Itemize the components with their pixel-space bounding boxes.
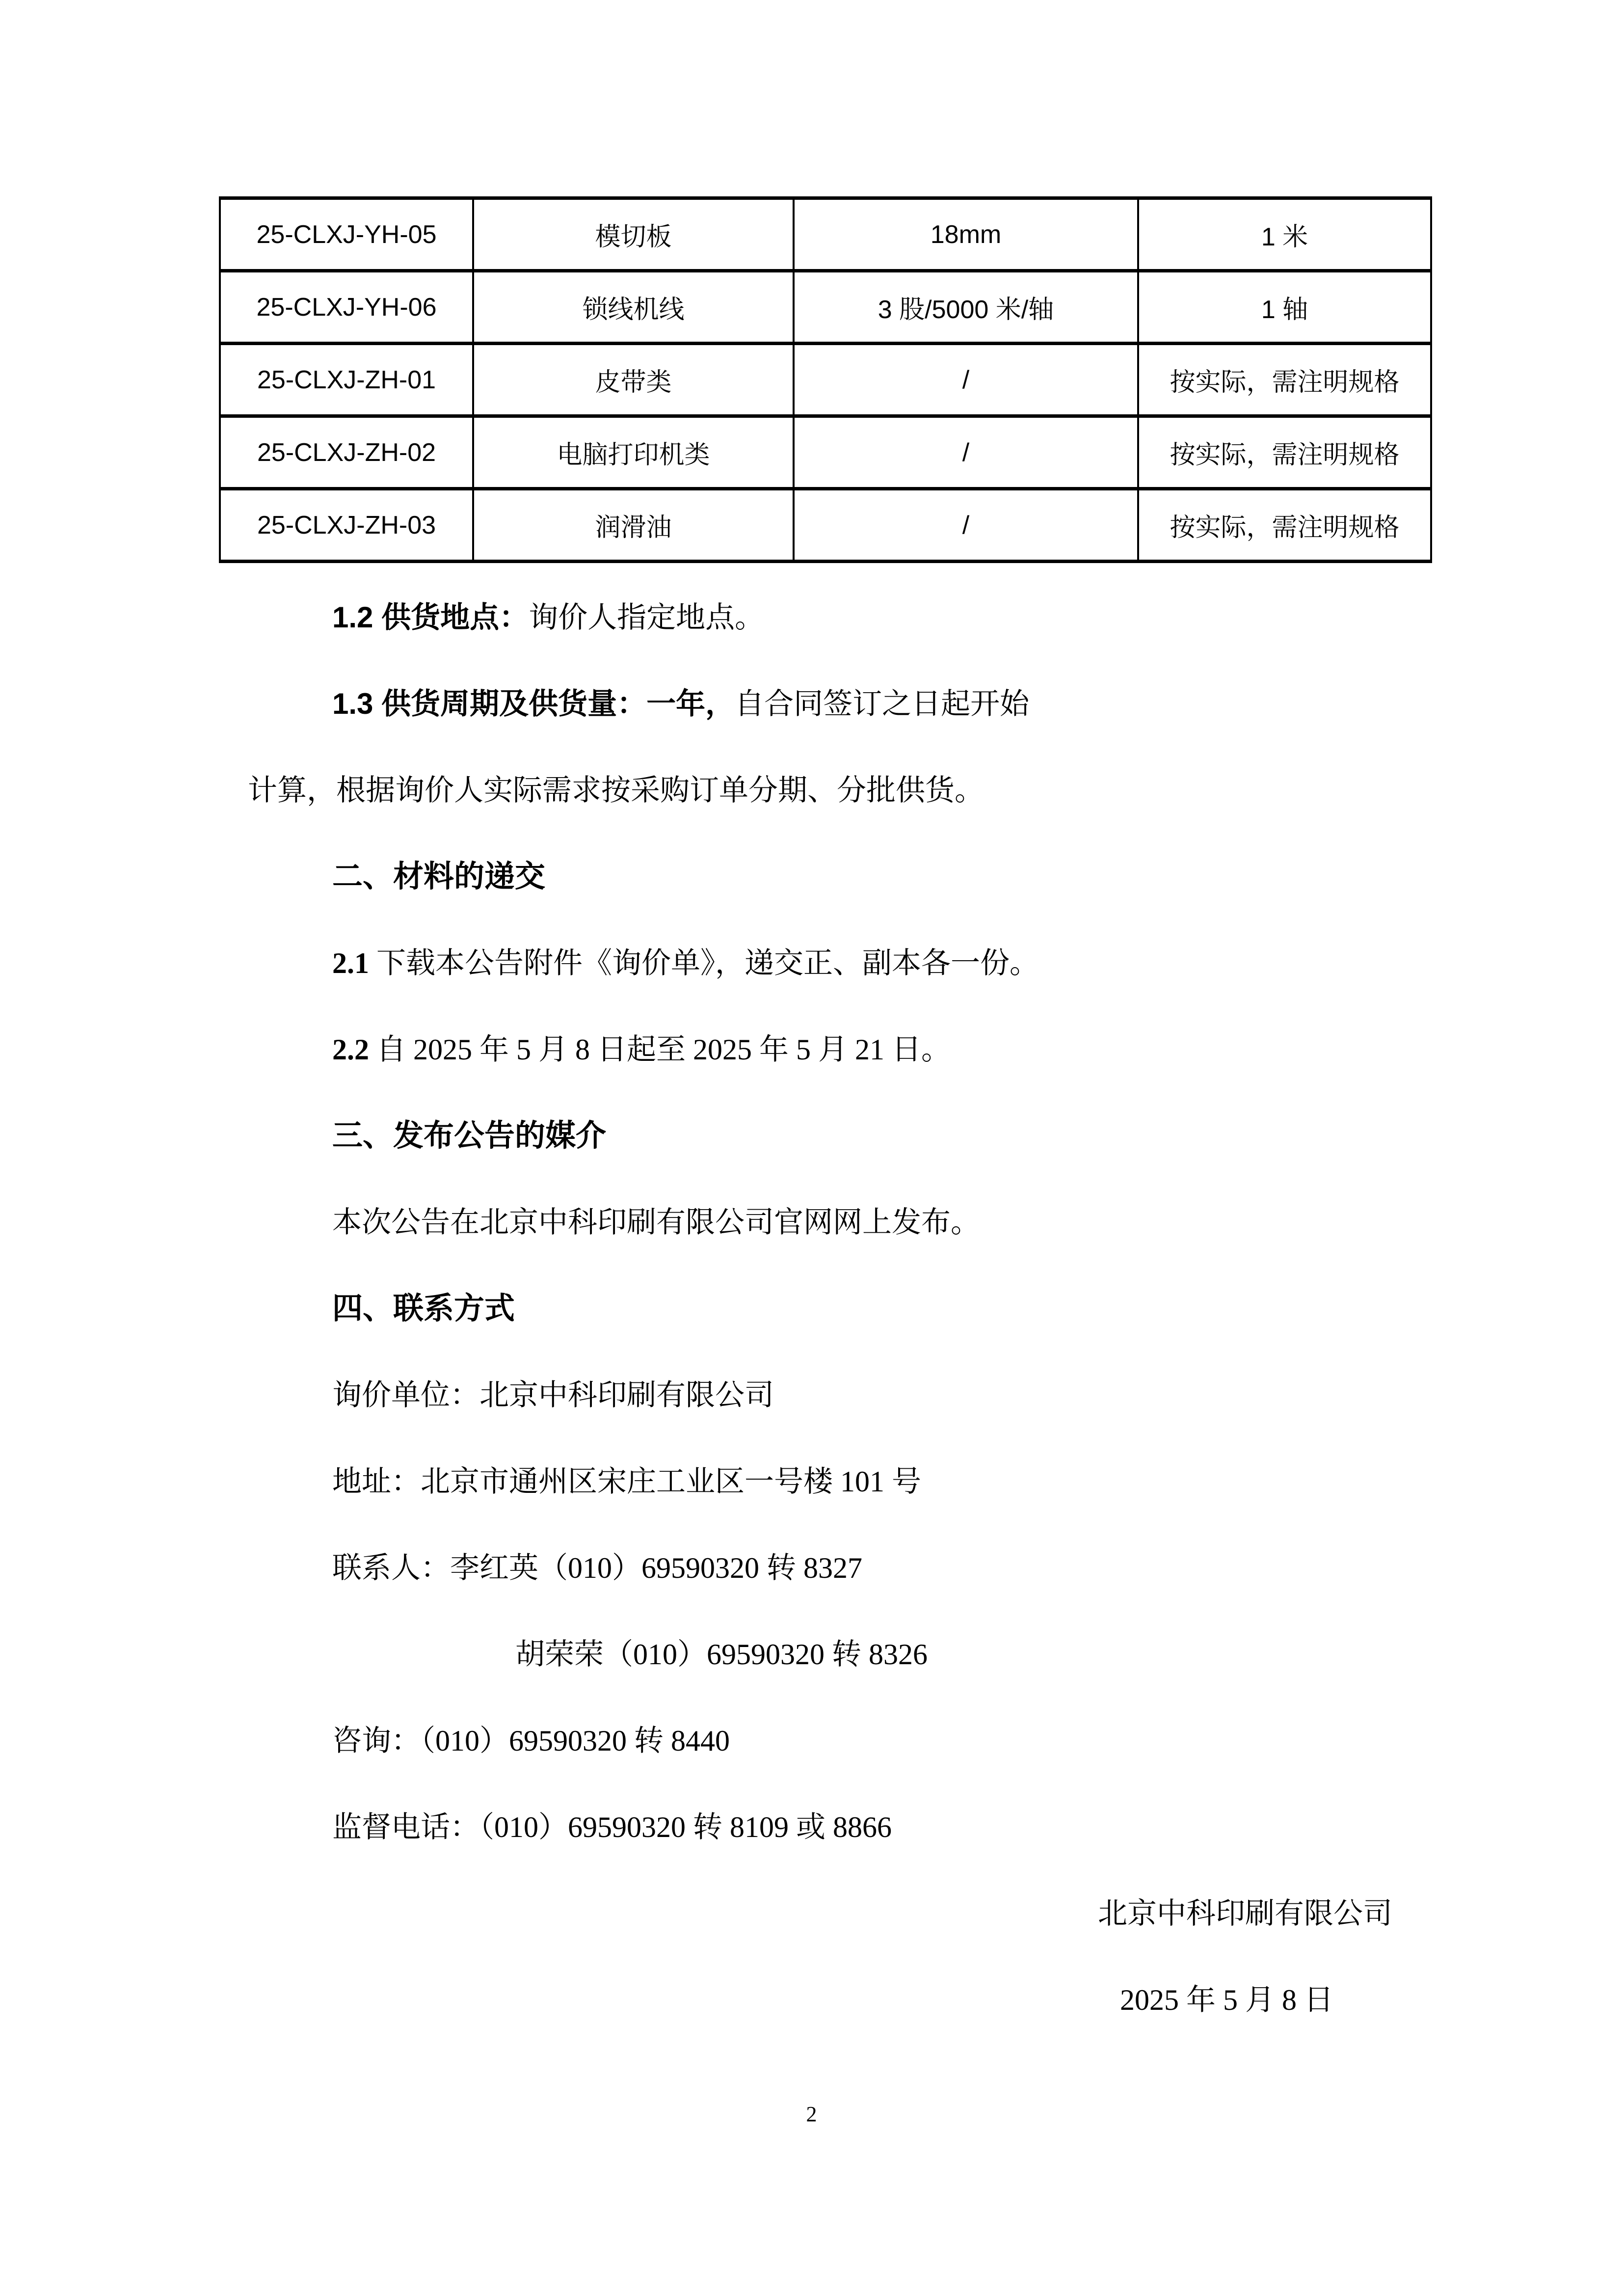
cell-item-spec: / [794,489,1138,562]
clause-2-2-text: 自 2025 年 5 月 8 日起至 2025 年 5 月 21 日。 [369,1033,951,1066]
clause-1-3 [248,661,1392,747]
table-row [220,198,1431,271]
cell-item-name: 润滑油 [473,489,794,562]
table-row [220,489,1431,562]
document-body [0,574,1623,2043]
clause-1-3-label: 1.3 供货周期及供货量：一年， [332,687,735,720]
cell-item-code: 25-CLXJ-YH-05 [220,198,473,271]
cell-item-code: 25-CLXJ-ZH-03 [220,489,473,562]
spec-table [219,196,1432,563]
contact-address: 地址：北京市通州区宋庄工业区一号楼 101 号 [332,1465,921,1498]
clause-2-1-text: 下载本公告附件《询价单》，递交正、副本各一份。 [369,947,1039,979]
cell-item-name: 皮带类 [473,344,794,416]
cell-item-unit: 1 轴 [1138,271,1431,344]
cell-item-spec: 18mm [794,198,1138,271]
signature-company: 北京中科印刷有限公司 [1098,1897,1392,1930]
cell-item-name: 电脑打印机类 [473,416,794,489]
cell-item-code: 25-CLXJ-YH-06 [220,271,473,344]
section-heading-4: 四、联系方式 [332,1292,515,1325]
cell-item-name: 锁线机线 [473,271,794,344]
clause-1-2-label: 1.2 供货地点： [332,601,529,634]
section-heading-2: 二、材料的递交 [332,860,546,893]
cell-item-unit: 按实际，需注明规格 [1138,489,1431,562]
cell-item-code: 25-CLXJ-ZH-01 [220,344,473,416]
cell-item-unit: 1 米 [1138,198,1431,271]
clause-2-2-number: 2.2 [332,1033,369,1066]
clause-1-3-text: 自合同签订之日起开始 [735,688,1030,720]
contact-unit: 询价单位：北京中科印刷有限公司 [332,1379,774,1411]
contact-person-2: 胡荣荣（010）69590320 转 8326 [515,1638,928,1671]
clause-2-1 [248,920,1392,1006]
cell-item-spec: 3 股/5000 米/轴 [794,271,1138,344]
clause-1-3-continued: 计算，根据询价人实际需求按采购订单分期、分批供货。 [248,774,984,807]
cell-item-spec: / [794,416,1138,489]
signature-date: 2025 年 5 月 8 日 [1120,1984,1333,2016]
contact-supervise: 监督电话：（010）69590320 转 8109 或 8866 [332,1811,892,1843]
contact-consult: 咨询：（010）69590320 转 8440 [332,1725,730,1757]
table-row [220,271,1431,344]
clause-2-1-number: 2.1 [332,947,369,979]
clause-2-2 [248,1006,1392,1093]
page-number: 2 [806,2102,817,2126]
cell-item-spec: / [794,344,1138,416]
clause-1-2-text: 询价人指定地点。 [529,601,765,634]
publication-media-text: 本次公告在北京中科印刷有限公司官网网上发布。 [332,1206,980,1239]
section-heading-3: 三、发布公告的媒介 [332,1119,607,1153]
clause-1-2 [248,574,1392,661]
cell-item-code: 25-CLXJ-ZH-02 [220,416,473,489]
cell-item-name: 模切板 [473,198,794,271]
table-row [220,344,1431,416]
table-row [220,416,1431,489]
cell-item-unit: 按实际，需注明规格 [1138,416,1431,489]
cell-item-unit: 按实际，需注明规格 [1138,344,1431,416]
contact-person-1: 联系人：李红英（010）69590320 转 8327 [332,1552,862,1584]
